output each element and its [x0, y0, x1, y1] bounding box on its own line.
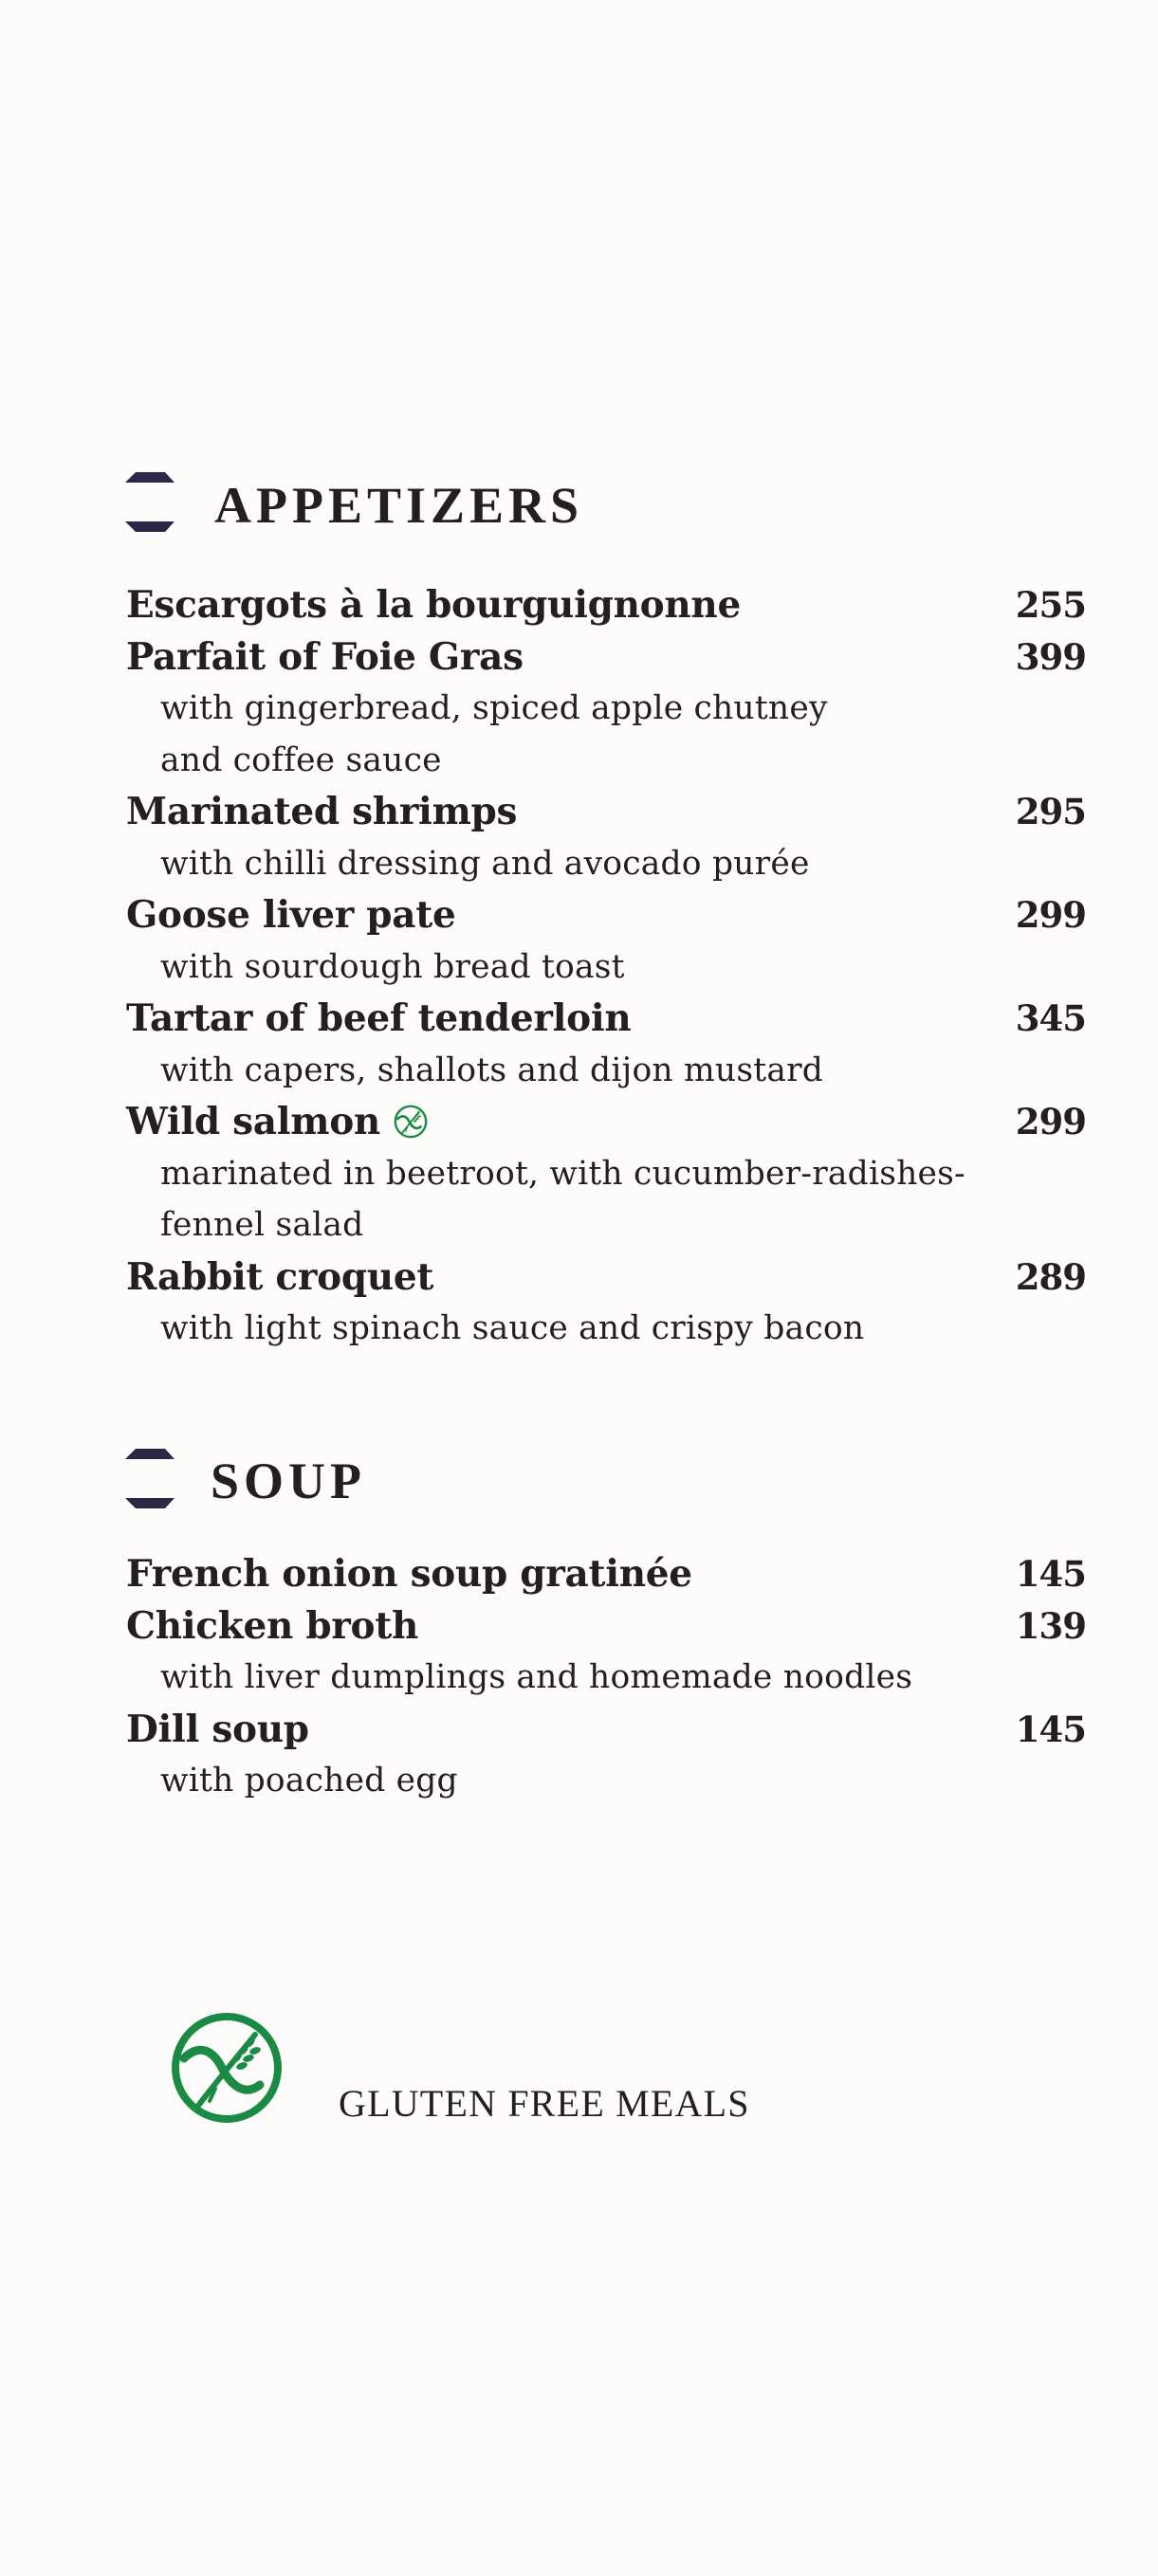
gluten-free-icon [170, 2011, 284, 2125]
soup-list [126, 1548, 1086, 1807]
item-description: with sourdough bread toast [160, 947, 625, 986]
section-title: APPETIZERS [214, 477, 584, 534]
item-description: and coffee sauce [160, 740, 442, 779]
item-price: 145 [1015, 1553, 1086, 1595]
menu-item [126, 579, 1086, 631]
double-bar-icon [125, 472, 175, 533]
menu-item [126, 1096, 1086, 1148]
menu-item [126, 1600, 1086, 1653]
item-price: 345 [1015, 997, 1086, 1039]
item-description: with light spinach sauce and crispy bacon [160, 1309, 865, 1347]
menu-item [126, 631, 1086, 684]
item-name: Parfait of Foie Gras [126, 634, 524, 679]
item-price: 145 [1015, 1708, 1086, 1750]
item-name: Goose liver pate [126, 893, 456, 937]
item-price: 299 [1015, 1101, 1086, 1142]
menu-item [126, 993, 1086, 1045]
item-price: 289 [1015, 1255, 1086, 1298]
item-name: Dill soup [126, 1707, 309, 1751]
menu-item [126, 1251, 1086, 1304]
gluten-free-legend [170, 2011, 750, 2125]
item-description: with gingerbread, spiced apple chutney [160, 689, 828, 727]
section-title: SOUP [211, 1452, 367, 1509]
item-name: Marinated shrimps [126, 790, 518, 833]
item-description: with capers, shallots and dijon mustard [160, 1050, 824, 1089]
double-bar-icon [125, 1449, 175, 1509]
item-description: fennel salad [160, 1206, 364, 1244]
menu-item [126, 1548, 1086, 1600]
item-name: Wild salmon [126, 1100, 380, 1143]
menu-item [126, 786, 1086, 838]
item-price: 399 [1015, 635, 1086, 678]
item-description: with liver dumplings and homemade noodles [160, 1658, 913, 1696]
section-header-soup [125, 1449, 366, 1509]
item-price: 299 [1015, 894, 1086, 936]
item-description: with poached egg [160, 1762, 458, 1800]
section-header-appetizers [125, 472, 583, 533]
item-name-wrapper [126, 1096, 428, 1148]
menu-item [126, 1704, 1086, 1756]
item-name: Escargots à la bourguignonne [126, 583, 741, 627]
item-name: Chicken broth [126, 1603, 419, 1648]
item-name: Rabbit croquet [126, 1254, 434, 1299]
item-description: marinated in beetroot, with cucumber-radishes- [160, 1154, 965, 1193]
item-description: with chilli dressing and avocado purée [160, 844, 810, 883]
item-price: 255 [1015, 584, 1086, 626]
item-name: Tartar of beef tenderloin [126, 996, 632, 1040]
item-price: 295 [1015, 791, 1086, 832]
item-name: French onion soup gratinée [126, 1552, 692, 1596]
gluten-free-icon [394, 1105, 428, 1139]
item-price: 139 [1015, 1604, 1086, 1647]
appetizers-list [126, 579, 1086, 1355]
menu-item [126, 889, 1086, 941]
legend-label: GLUTEN FREE MEALS [339, 2082, 750, 2125]
